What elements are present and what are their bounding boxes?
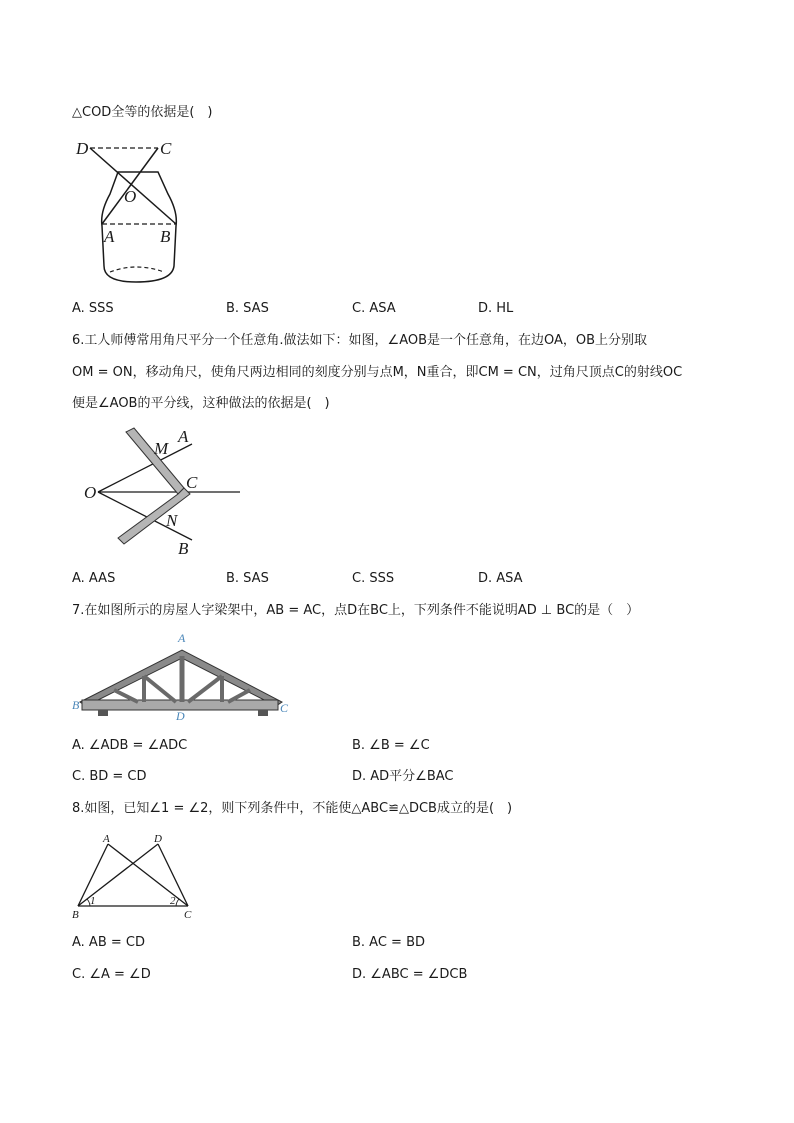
label-B: B bbox=[72, 909, 79, 921]
label-C: C bbox=[280, 701, 289, 715]
angle-label-1: 1 bbox=[90, 895, 96, 907]
q5-option-b[interactable]: B. SAS bbox=[226, 301, 269, 316]
truss-diag-left bbox=[144, 676, 176, 702]
q6-stem-line1: 6.工人师傅常用角尺平分一个任意角.做法如下：如图，∠AOB是一个任意角，在边OA，OB上分别取 bbox=[72, 333, 648, 348]
q6-stem-line2: OM = ON，移动角尺，使角尺两边相同的刻度分别与点M，N重合，即CM = CN，过角尺顶点C的射线OC bbox=[72, 365, 683, 380]
q5-stem-tail: △COD全等的依据是( ) bbox=[72, 105, 213, 120]
q8-option-b[interactable]: B. AC = BD bbox=[352, 935, 426, 950]
q7-option-a[interactable]: A. ∠ADB = ∠ADC bbox=[72, 738, 188, 753]
label-O: O bbox=[124, 187, 137, 206]
q6-option-b[interactable]: B. SAS bbox=[226, 571, 269, 586]
q7-stem: 7.在如图所示的房屋人字梁架中，AB = AC，点D在BC上，下列条件不能说明AD ⊥ BC的是（ ） bbox=[72, 603, 640, 618]
label-M: M bbox=[154, 439, 169, 458]
vase-figure bbox=[74, 136, 194, 288]
label-D: D bbox=[176, 709, 185, 723]
angle-label-2: 2 bbox=[170, 895, 176, 907]
label-O: O bbox=[84, 483, 97, 502]
label-C: C bbox=[186, 473, 198, 492]
ruler-lower-arm bbox=[118, 488, 190, 544]
q6-option-a[interactable]: A. AAS bbox=[72, 571, 116, 586]
label-B: B bbox=[178, 539, 189, 558]
truss-support-left bbox=[98, 710, 108, 716]
q8-option-a[interactable]: A. AB = CD bbox=[72, 935, 145, 950]
truss-diag-right bbox=[188, 676, 222, 702]
q6-option-d[interactable]: D. ASA bbox=[478, 571, 523, 586]
label-A: A bbox=[178, 631, 186, 645]
q6-option-c[interactable]: C. SSS bbox=[352, 571, 395, 586]
q6-stem-line3: 便是∠AOB的平分线，这种做法的依据是( ) bbox=[72, 396, 330, 411]
angle-ruler-figure bbox=[80, 424, 250, 560]
segment-cA bbox=[102, 148, 158, 224]
truss-support-right bbox=[258, 710, 268, 716]
q8-option-c[interactable]: C. ∠A = ∠D bbox=[72, 967, 151, 982]
segment-AC bbox=[108, 844, 188, 906]
label-B: B bbox=[72, 698, 80, 712]
label-D: D bbox=[154, 833, 162, 845]
label-N: N bbox=[166, 511, 178, 530]
ruler-upper-arm bbox=[126, 428, 184, 494]
label-A: A bbox=[178, 427, 189, 446]
q7-option-b[interactable]: B. ∠B = ∠C bbox=[352, 738, 430, 753]
q5-option-d[interactable]: D. HL bbox=[478, 301, 514, 316]
roof-truss-figure bbox=[72, 630, 294, 726]
q5-option-c[interactable]: C. ASA bbox=[352, 301, 396, 316]
angle-arc-2 bbox=[176, 899, 179, 906]
q8-stem: 8.如图，已知∠1 = ∠2，则下列条件中，不能使△ABC≌△DCB成立的是( ) bbox=[72, 801, 513, 816]
label-B: B bbox=[160, 227, 171, 246]
q5-option-a[interactable]: A. SSS bbox=[72, 301, 114, 316]
triangles-figure bbox=[70, 832, 200, 922]
q7-option-c[interactable]: C. BD = CD bbox=[72, 769, 147, 784]
label-A: A bbox=[103, 833, 110, 845]
q7-option-d[interactable]: D. AD平分∠BAC bbox=[352, 769, 454, 784]
label-C: C bbox=[184, 909, 192, 921]
label-A: A bbox=[104, 227, 115, 246]
label-C: C bbox=[160, 139, 172, 158]
label-D: D bbox=[76, 139, 89, 158]
q8-option-d[interactable]: D. ∠ABC = ∠DCB bbox=[352, 967, 468, 982]
vase-base-ellipse-dashed bbox=[110, 267, 164, 272]
